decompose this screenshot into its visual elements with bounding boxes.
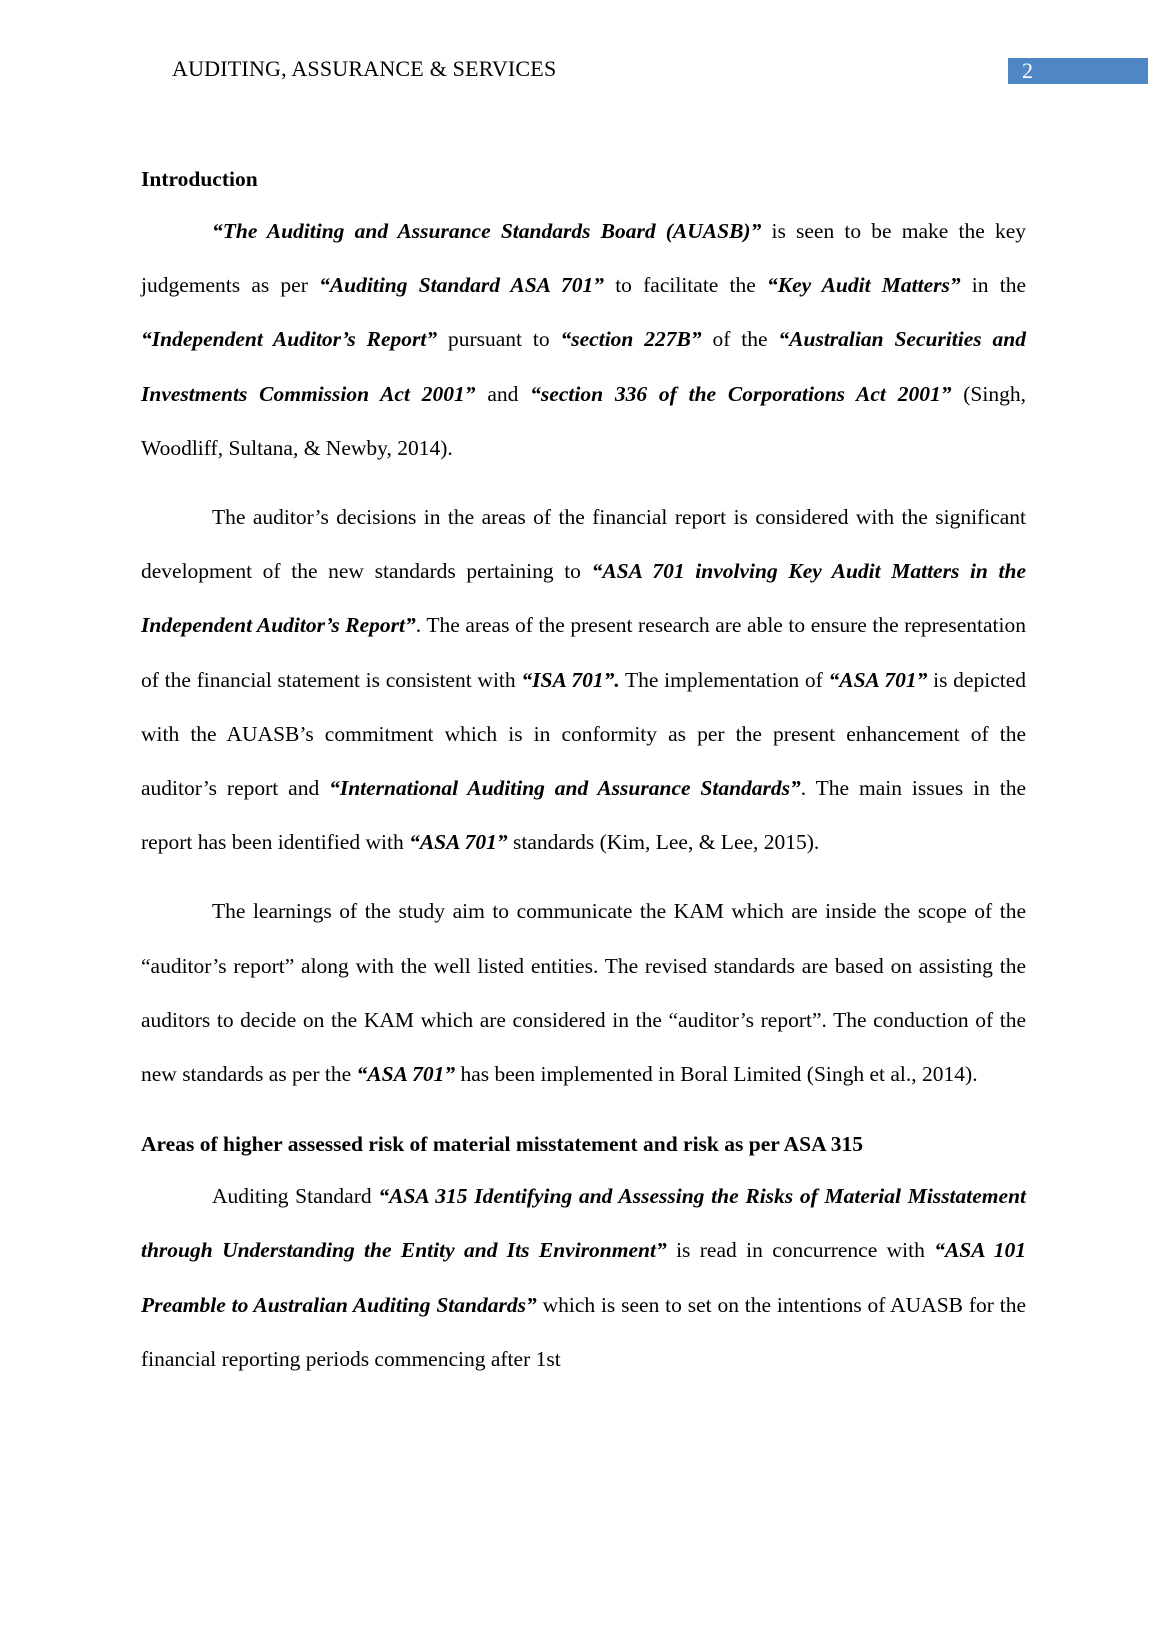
citation: has been implemented in Boral Limited (Singh et al., 2014). [455, 1062, 978, 1087]
text-run: The implementation of [619, 667, 829, 692]
text-run: The auditor’s decisions in the areas of the financial report is considered with the significant development of the new standards pertaining to [141, 505, 1026, 584]
emphasis: “Key Audit Matters” [767, 273, 961, 298]
text-run: of the [701, 327, 779, 352]
emphasis: “ASA 701” [409, 830, 508, 855]
text-run: is depicted with the AUASB’s commitment which is in conformity as per the present enhancement of the auditor’s report and [141, 667, 1027, 801]
text-run: and [475, 381, 531, 406]
text-run: The learnings of the study aim to communicate the KAM which are inside the scope of the “auditor’s report” along with the well listed entities. The revised standards are based on assisting the auditors to decide on the KAM which are considered in the “auditor’s report”. The conduction of the new standards as per the [141, 899, 1026, 1087]
text-run: in the [960, 273, 1026, 298]
emphasis: “section 227B” [560, 327, 702, 352]
emphasis: “ASA 101 Preamble to Australian Auditing Standards” [141, 1238, 1026, 1317]
page-number-badge [1008, 58, 1148, 84]
text-run: . The main issues in the report has been identified with [141, 776, 1026, 855]
citation: (Singh, Woodliff, Sultana, & Newby, 2014). [141, 381, 1026, 460]
page-number: 2 [1022, 58, 1033, 83]
paragraph-intro-2 [141, 490, 1026, 869]
citation: standards (Kim, Lee, & Lee, 2015). [507, 830, 820, 855]
section-heading-introduction: Introduction [141, 167, 258, 191]
emphasis: “ASA 701” [828, 667, 928, 692]
emphasis: “ASA 701 involving Key Audit Matters in the Independent Auditor’s Report” [141, 559, 1026, 638]
paragraph-intro-3 [141, 884, 1026, 1101]
emphasis: “Auditing Standard ASA 701” [319, 273, 605, 298]
text-run: is seen to be make the key judgements as per [141, 219, 1026, 298]
section-heading-risk: Areas of higher assessed risk of material misstatement and risk as per ASA 315 [141, 1132, 864, 1157]
text-run: Auditing Standard [212, 1184, 379, 1209]
paragraph-risk-1 [141, 1169, 1026, 1386]
emphasis: “section 336 of the Corporations Act 2001” [530, 381, 952, 406]
emphasis: “Australian Securities and Investments Commission Act 2001” [141, 327, 1026, 406]
emphasis: “International Auditing and Assurance Standards” [329, 776, 801, 801]
text-run: which is seen to set on the intentions of AUASB for the financial reporting periods commencing after 1st [141, 1292, 1026, 1371]
emphasis: “Independent Auditor’s Report” [141, 327, 438, 352]
text-run: pursuant to [437, 327, 561, 352]
paragraph-intro-1 [141, 204, 1026, 475]
text-run: . The areas of the present research are able to ensure the representation of the financial statement is consistent with [141, 613, 1027, 692]
emphasis: “ASA 315 Identifying and Assessing the Risks of Material Misstatement through Understanding the Entity and Its Environment” [141, 1184, 1026, 1263]
text-run: is read in concurrence with [666, 1238, 935, 1263]
emphasis: “The Auditing and Assurance Standards Board (AUASB)” [212, 219, 762, 243]
running-header-title: AUDITING, ASSURANCE & SERVICES [172, 56, 557, 81]
emphasis: “ASA 701” [356, 1062, 456, 1087]
emphasis: “ISA 701”. [521, 667, 620, 692]
text-run: to facilitate the [604, 273, 767, 298]
document-body [141, 158, 1026, 1386]
